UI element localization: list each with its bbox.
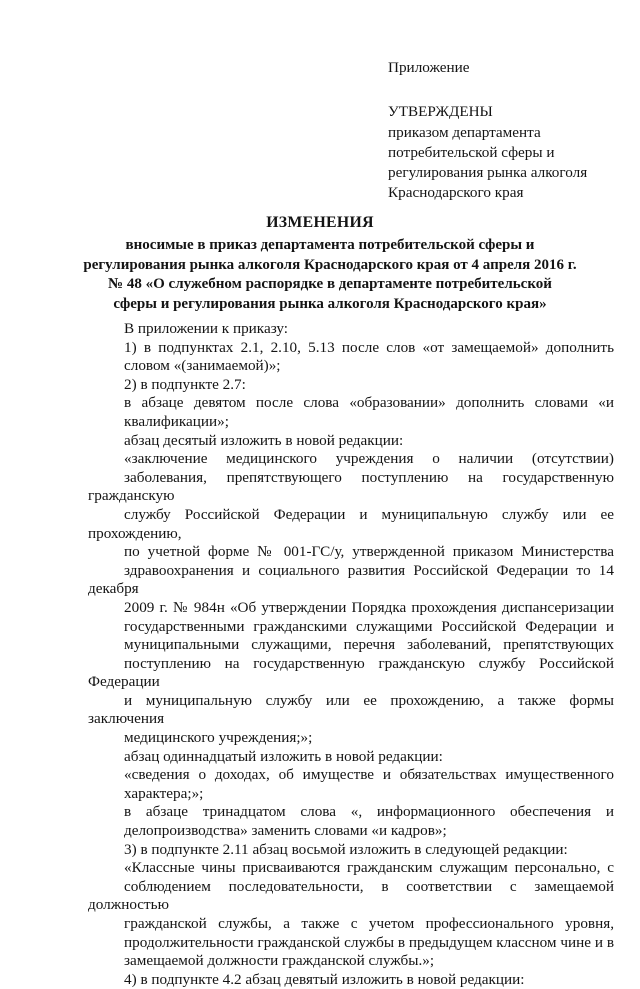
paragraph <box>88 766 614 803</box>
approved-heading: УТВЕРЖДЕНЫ <box>388 103 493 120</box>
paragraph <box>88 859 614 971</box>
paragraph-line: государственными гражданскими служащими Российской Федерации и <box>124 617 614 635</box>
paragraph <box>88 394 614 431</box>
approval-line: регулирования рынка алкоголя <box>388 164 588 181</box>
paragraph-line: словом «(занимаемой)»; <box>124 357 281 375</box>
paragraph-line: гражданской службы, а также с учетом профессионального уровня, <box>124 915 614 932</box>
paragraph <box>88 748 614 767</box>
paragraph-line: службу Российской Федерации и муниципальную службу или ее прохождению, <box>88 505 614 542</box>
paragraph-line: 3) в подпункте 2.11 абзац восьмой изложить в следующей редакции: <box>124 840 568 858</box>
paragraph <box>88 803 614 840</box>
paragraph-line: характера;»; <box>124 784 204 802</box>
paragraph-line: в абзаце тринадцатом слова «, информационного обеспечения и <box>124 803 614 821</box>
appendix-label: Приложение <box>388 59 470 76</box>
paragraph <box>88 376 614 395</box>
approval-line: потребительской сферы и <box>388 144 555 161</box>
paragraph-line: абзац одиннадцатый изложить в новой редакции: <box>124 747 443 765</box>
paragraph-line: абзац десятый изложить в новой редакции: <box>124 431 404 449</box>
paragraph-line: «Классные чины присваиваются гражданским служащим персонально, с <box>124 859 614 877</box>
paragraph-line: 2) в подпункте 2.7: <box>124 375 246 393</box>
paragraph-line: В приложении к приказу: <box>124 320 288 337</box>
paragraph <box>88 339 614 376</box>
subtitle-line: регулирования рынка алкоголя Краснодарского края от 4 апреля 2016 г. <box>83 256 577 273</box>
paragraph-line: здравоохранения и социального развития Российской Федерации то 14 декабря <box>88 561 614 598</box>
document-body <box>88 320 614 989</box>
paragraph-line: в абзаце девятом после слова «образовании» дополнить словами «и <box>124 394 614 412</box>
paragraph-line: и муниципальную службу или ее прохождению, а также формы заключения <box>88 691 614 728</box>
approval-block <box>388 58 628 203</box>
paragraph <box>88 320 614 339</box>
paragraph-line: делопроизводства» заменить словами «и кадров»; <box>124 822 447 840</box>
paragraph <box>88 432 614 451</box>
subtitle-line: сферы и регулирования рынка алкоголя Краснодарского края» <box>113 295 547 312</box>
paragraph-line: замещаемой должности гражданской службы.»; <box>124 952 435 970</box>
paragraph <box>88 841 614 860</box>
paragraph-line: 4) в подпункте 4.2 абзац девятый изложить в новой редакции: <box>124 970 525 988</box>
paragraph-line: муниципальными служащими, перечня заболеваний, препятствующих <box>124 636 614 654</box>
paragraph-line: соблюдением последовательности, в соответствии с замещаемой должностью <box>88 877 614 914</box>
approval-line: приказом департамента <box>388 124 541 141</box>
paragraph-line: квалификации»; <box>124 412 229 430</box>
paragraph <box>88 450 614 748</box>
paragraph-line: по учетной форме № 001-ГС/у, утвержденной приказом Министерства <box>124 543 614 561</box>
subtitle-line: № 48 «О служебном распорядке в департаменте потребительской <box>108 276 552 292</box>
paragraph-line: заболевания, препятствующего поступлению на государственную гражданскую <box>88 468 614 505</box>
paragraph-line: «заключение медицинского учреждения о наличии (отсутствии) <box>124 450 614 468</box>
paragraph-line: 1) в подпунктах 2.1, 2.10, 5.13 после слов «от замещаемой» дополнить <box>124 338 614 356</box>
document-title: ИЗМЕНЕНИЯ <box>266 214 374 231</box>
document-subtitle <box>60 236 600 314</box>
paragraph-line: «сведения о доходах, об имуществе и обязательствах имущественного <box>124 766 614 784</box>
subtitle-line: вносимые в приказ департамента потребительской сферы и <box>125 237 535 253</box>
paragraph <box>88 971 614 989</box>
approval-line: Краснодарского края <box>388 184 524 201</box>
paragraph-line: медицинского учреждения;»; <box>124 729 313 747</box>
paragraph-line: поступлению на государственную гражданскую службу Российской Федерации <box>88 654 614 691</box>
paragraph-line: продолжительности гражданской службы в предыдущем классном чине и в <box>124 933 614 951</box>
paragraph-line: 2009 г. № 984н «Об утверждении Порядка прохождения диспансеризации <box>124 598 614 616</box>
